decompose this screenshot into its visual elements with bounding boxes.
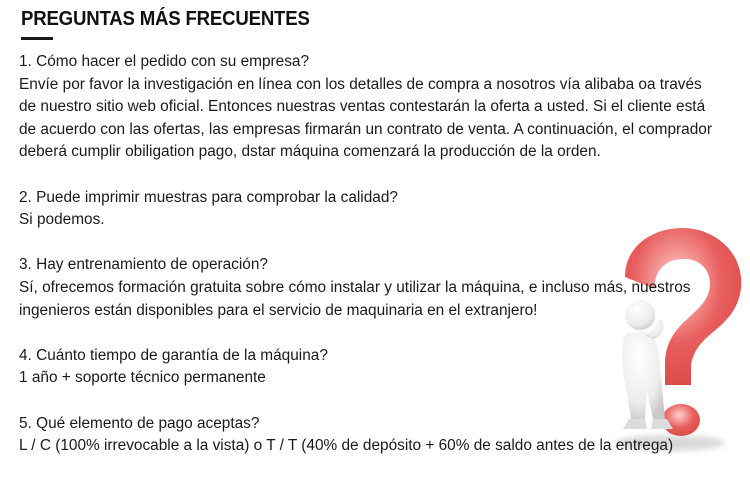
faq-answer-1-line-4: deberá cumplir obiligation pago, dstar máquina comenzará la producción de la orden. — [19, 143, 601, 161]
faq-answer-4-line-1: 1 año + soporte técnico permanente — [19, 369, 266, 387]
faq-answer-2-line-1: Si podemos. — [19, 211, 105, 229]
faq-item-3 — [19, 254, 744, 322]
faq-item-4 — [19, 345, 744, 390]
faq-item-5 — [19, 413, 744, 458]
page-title: PREGUNTAS MÁS FRECUENTES — [21, 8, 310, 30]
faq-list — [19, 51, 744, 480]
title-underline — [21, 37, 53, 40]
faq-question-3: 3. Hay entrenamiento de operación? — [19, 256, 268, 274]
faq-answer-1-line-2: de nuestro sitio web oficial. Entonces nuestras ventas contestarán la oferta a usted. Si el cliente está — [19, 98, 706, 116]
faq-answer-5-line-1: L / C (100% irrevocable a la vista) o T / T (40% de depósito + 60% de saldo antes de la entrega) — [19, 437, 674, 455]
faq-item-1 — [19, 51, 744, 164]
faq-question-5: 5. Qué elemento de pago aceptas? — [19, 414, 260, 432]
faq-answer-3-line-1: Sí, ofrecemos formación gratuita sobre cómo instalar y utilizar la máquina, e incluso más, nuestros — [19, 278, 691, 296]
faq-answer-3-line-2: ingenieros están disponibles para el servicio de maquinaria en el extranjero! — [19, 301, 538, 319]
faq-item-2 — [19, 187, 744, 232]
faq-question-1: 1. Cómo hacer el pedido con su empresa? — [19, 53, 310, 70]
faq-answer-1-line-3: de acuerdo con las ofertas, las empresas firmarán un contrato de venta. A continuación, el comprador — [19, 120, 712, 138]
faq-question-2: 2. Puede imprimir muestras para comprobar la calidad? — [19, 188, 398, 206]
faq-question-4: 4. Cuánto tiempo de garantía de la máquina? — [19, 346, 328, 364]
faq-answer-1-line-1: Envíe por favor la investigación en línea con los detalles de compra a nosotros vía alibaba oa través — [19, 75, 702, 93]
